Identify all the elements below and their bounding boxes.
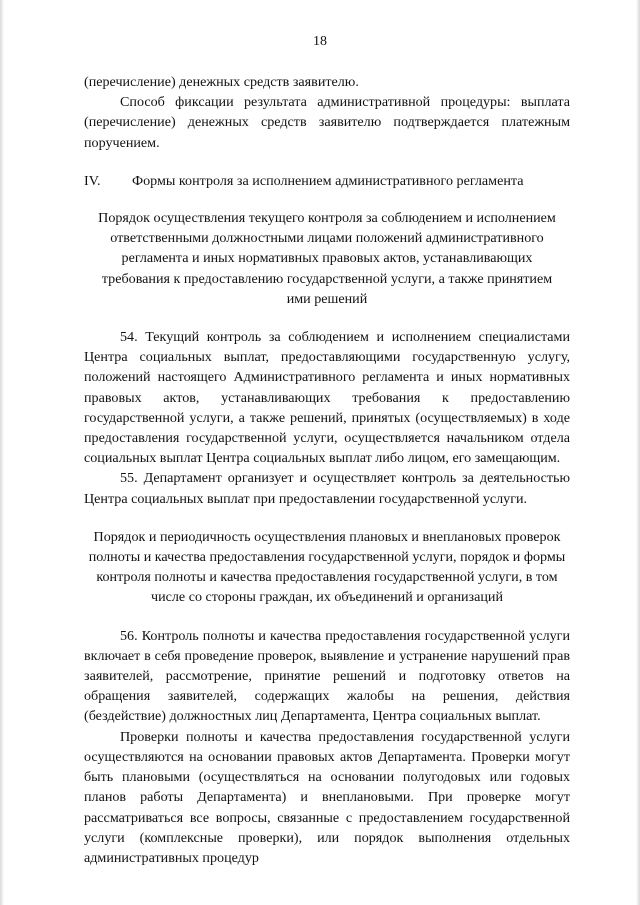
paragraph-fixation: Способ фиксации результата административной процедуры: выплата (перечисление) денежных средств заявителю подтверждается платежным поручением.: [84, 94, 570, 151]
section-title: Формы контроля за исполнением административного регламента: [132, 172, 524, 189]
paragraph-inspections: Проверки полноты и качества предоставления государственной услуги осуществляются на основании правовых актов Департамента. Проверки могут быть плановыми (осуществляться на основании полугодовых или годовых планов работы Департамента) и внеплановыми. При проверке могут рассматриваться все вопросы, связанные с предоставлением государственной услуги (комплексные проверки), или порядок выполнения отдельных административных процедур: [84, 728, 570, 866]
scan-edge-left: [0, 0, 4, 905]
scan-edge-right: [636, 0, 640, 905]
paragraph-54: 54. Текущий контроль за соблюдением и исполнением специалистами Центра социальных выплат, предоставляющими государственную услугу, положений настоящего Административного регламента и иных нормативных правовых актов, устанавливающих требования к предоставлению государственной услуги, а также решений, принятых (осуществляемых) в ходе предоставления государственной услуги, осуществляется начальником отдела социальных выплат Центра социальных выплат либо лицом, его замещающим.: [84, 329, 570, 467]
page-number: 18: [313, 34, 327, 49]
subheading-inspections: Порядок и периодичность осуществления плановых и внеплановых проверок полноты и качества предоставления государственной услуги, порядок и формы контроля полноты и качества предоставления государственной услуги, в том числе со стороны граждан, их объединений и организаций: [88, 528, 566, 606]
paragraph-continuation: (перечисление) денежных средств заявителю.: [84, 74, 359, 90]
document-body: [84, 72, 570, 868]
paragraph-55: 55. Департамент организует и осуществляет контроль за деятельностью Центра социальных выплат при предоставлении государственной услуги.: [84, 470, 570, 507]
section-heading: [84, 171, 570, 191]
subheading-current-control: Порядок осуществления текущего контроля за соблюдением и исполнением ответственными должностными лицами положений административного регламента и иных нормативных правовых актов, устанавливающих требования к предоставлению государственной услуги, а также принятием ими решений: [98, 210, 556, 307]
section-number: IV.: [84, 172, 101, 189]
paragraph-56: 56. Контроль полноты и качества предоставления государственной услуги включает в себя проведение проверок, выявление и устранение нарушений прав заявителей, рассмотрение, принятие решений и подготовку ответов на обращения заявителей, содержащих жалобы на решения, действия (бездействие) должностных лиц Департамента, Центра социальных выплат.: [84, 627, 570, 725]
